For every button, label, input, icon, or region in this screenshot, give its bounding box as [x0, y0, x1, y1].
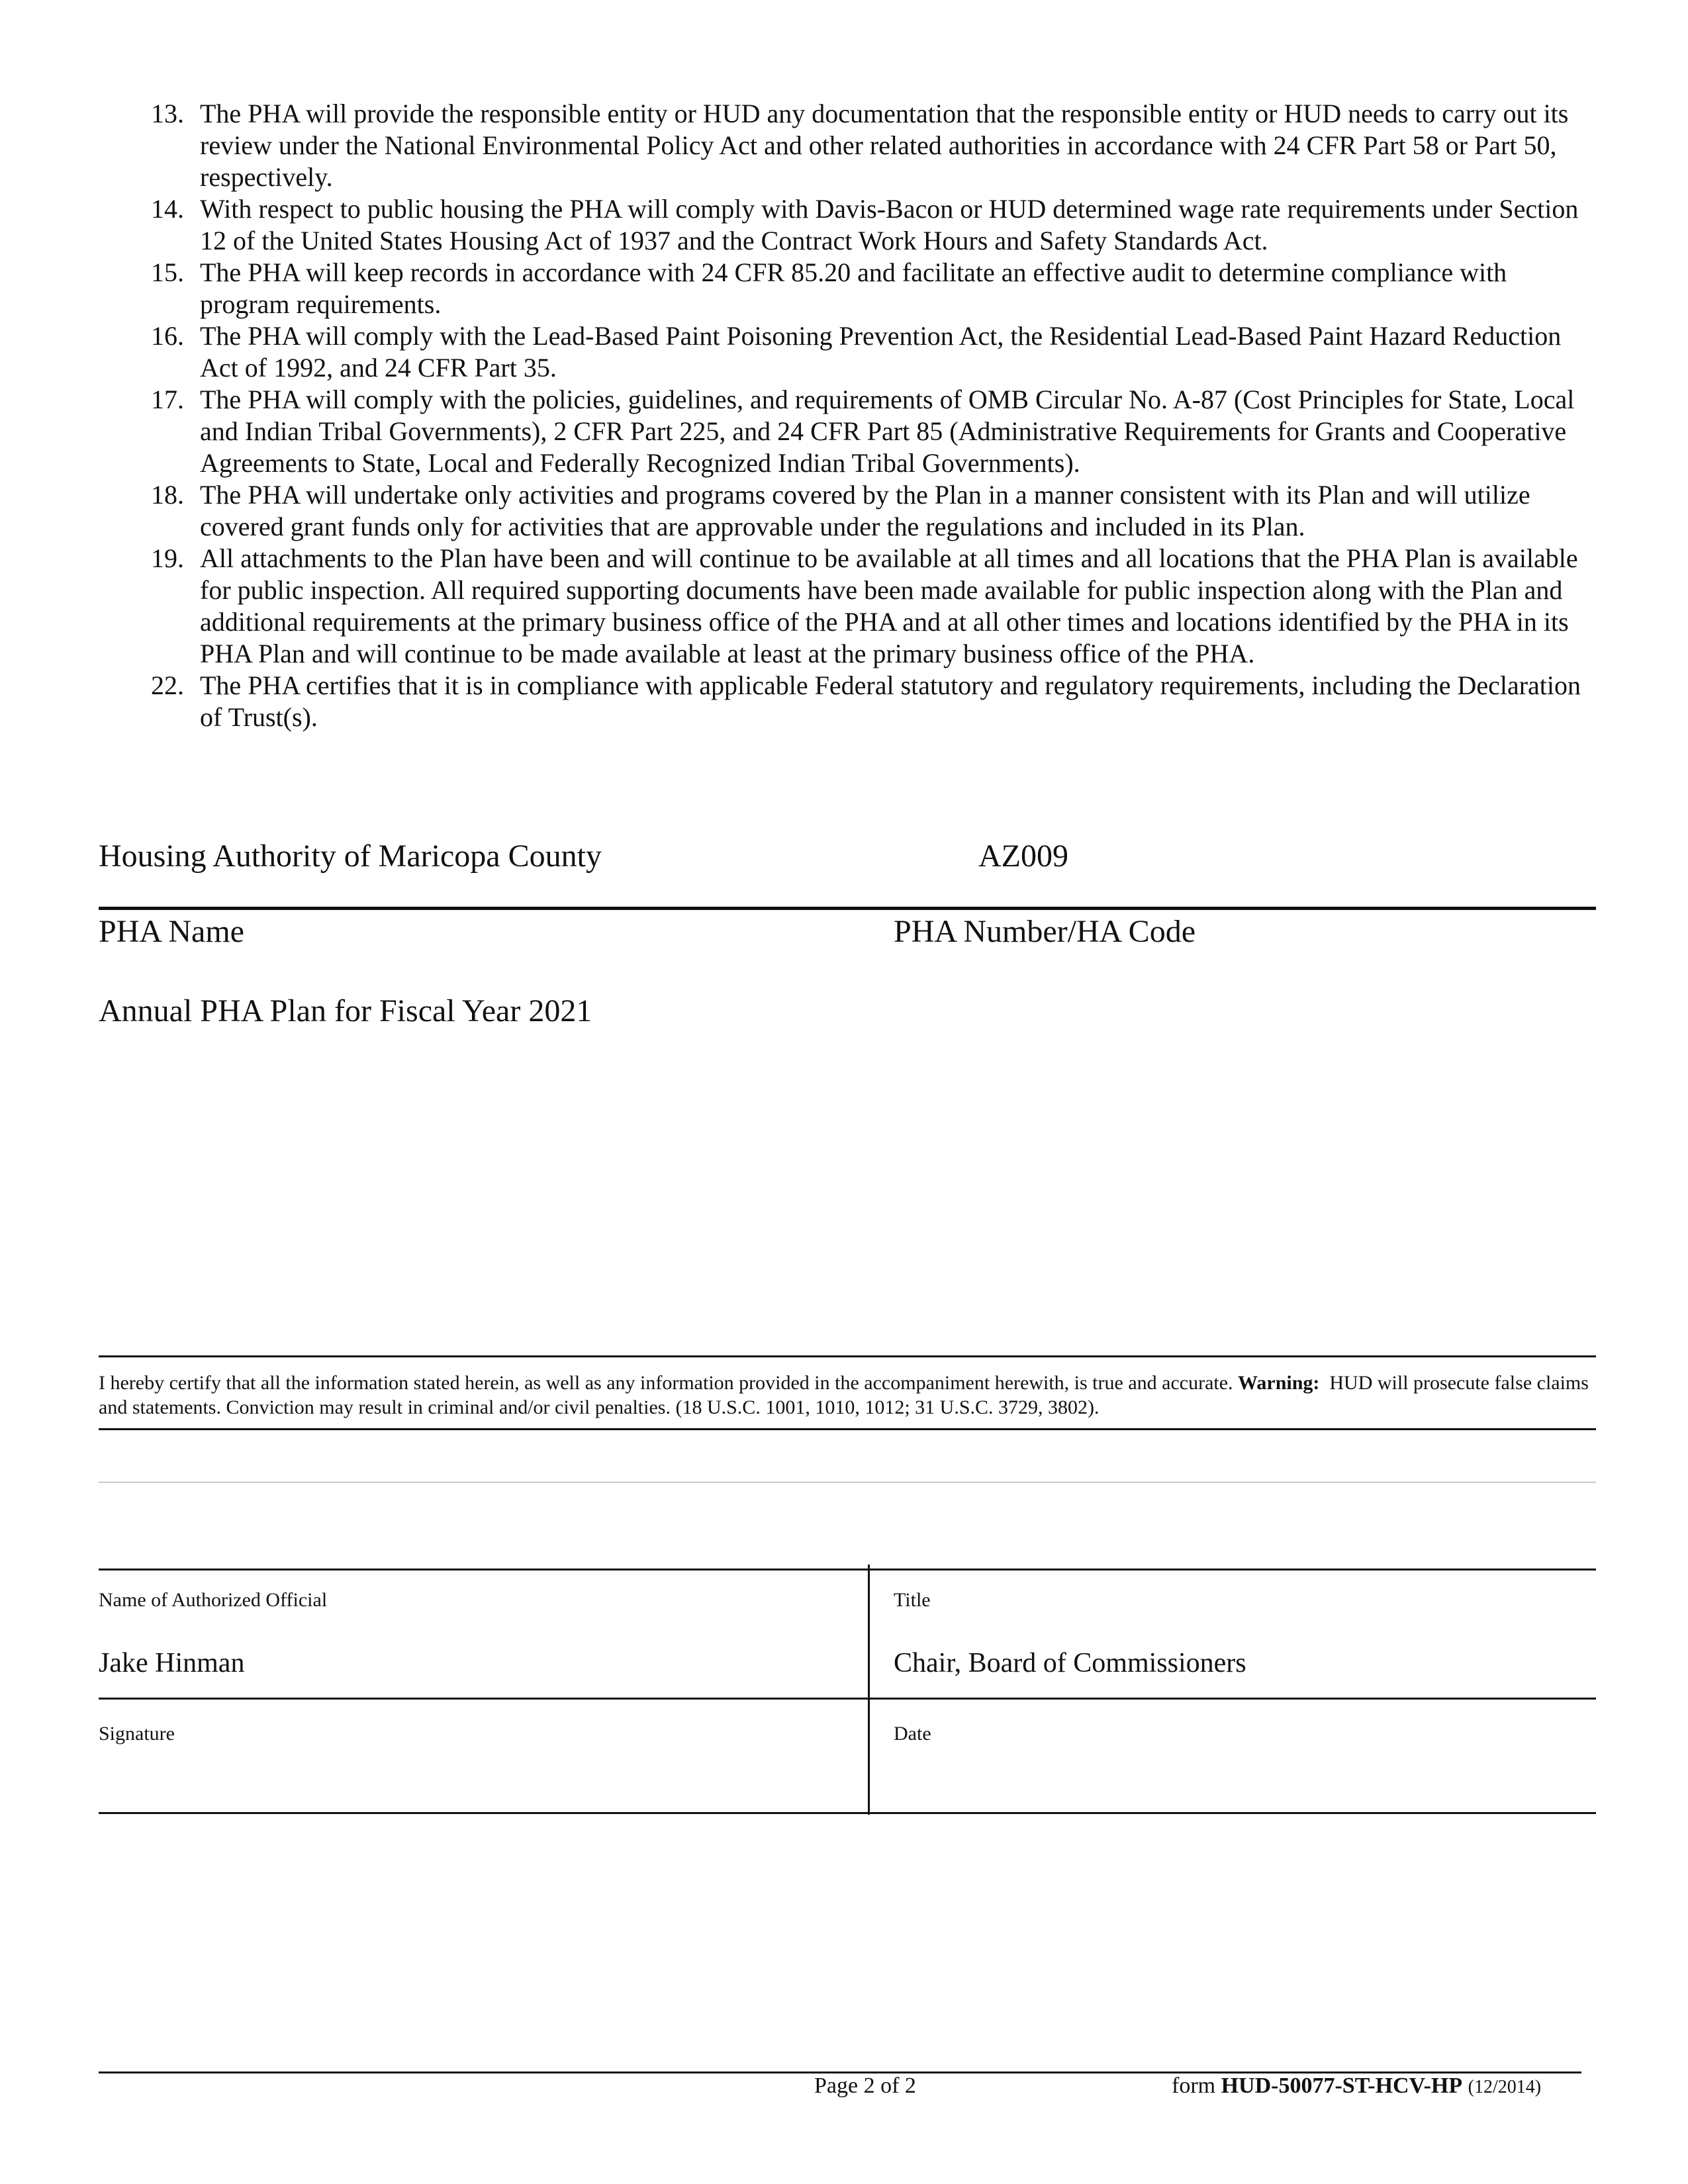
certification-number: 15.: [151, 257, 184, 287]
warning-label: Warning:: [1238, 1372, 1320, 1394]
table-top-rule: [99, 1569, 1596, 1570]
statement-bottom-rule: [99, 1428, 1596, 1430]
official-name-value: Jake Hinman: [99, 1648, 245, 1678]
certification-number: 18.: [151, 480, 184, 510]
plan-title: Annual PHA Plan for Fiscal Year 2021: [99, 993, 592, 1028]
certification-item: [151, 479, 1597, 543]
pha-name-value: Housing Authority of Maricopa County: [99, 839, 602, 874]
pha-name-label: PHA Name: [99, 914, 244, 949]
certification-number: 13.: [151, 99, 184, 128]
table-middle-rule: [99, 1698, 1596, 1700]
certification-text: The PHA will comply with the policies, guidelines, and requirements of OMB Circular No. A-87 (Cost Principles for State, Local and Indian Tribal Governments), 2 CFR Part 225, and 24 CFR Part 85 (Administrative Requirements for Grants and Cooperative Agreements to State, Local and Federally Recognized Indian Tribal Governments).: [200, 385, 1575, 478]
signature-label: Signature: [99, 1723, 175, 1745]
certification-number: 19.: [151, 543, 184, 573]
certification-text: The PHA certifies that it is in compliance with applicable Federal statutory and regulatory requirements, including the Declaration of Trust(s).: [200, 670, 1581, 732]
page-number: Page 2 of 2: [814, 2073, 916, 2098]
certification-text: The PHA will comply with the Lead-Based Paint Poisoning Prevention Act, the Residential Lead-Based Paint Hazard Reduction Act of 1992, and 24 CFR Part 35.: [200, 321, 1562, 383]
certification-number: 17.: [151, 385, 184, 414]
official-name-label: Name of Authorized Official: [99, 1589, 328, 1611]
certification-item: [151, 257, 1597, 320]
certification-text: I hereby certify that all the information stated herein, as well as any information provided in the accompaniment herewith, is true and accurate.: [99, 1372, 1233, 1394]
table-center-divider: [868, 1565, 870, 1815]
statement-top-rule: [99, 1355, 1596, 1357]
certification-number: 22.: [151, 670, 184, 700]
certification-text: With respect to public housing the PHA will comply with Davis-Bacon or HUD determined wage rate requirements under Section 12 of the United States Housing Act of 1937 and the Contract Work Hours and Safety Standards Act.: [200, 194, 1579, 255]
certification-text: All attachments to the Plan have been and will continue to be available at all times and all locations that the PHA Plan is available for public inspection. All required supporting documents have been made available for public inspection along with the Plan and additional requirements at the primary business office of the PHA and at all other times and locations identified by the PHA in its PHA Plan and will continue to be made available at least at the primary business office of the PHA.: [200, 543, 1578, 668]
certification-number: 16.: [151, 321, 184, 351]
certification-item: [151, 193, 1597, 257]
official-title-value: Chair, Board of Commissioners: [894, 1648, 1246, 1678]
form-id: [1172, 2073, 1541, 2101]
form-revision: (12/2014): [1468, 2077, 1542, 2097]
certification-item: [151, 384, 1597, 479]
certification-text: The PHA will provide the responsible entity or HUD any documentation that the responsible entity or HUD needs to carry out its review under the National Environmental Policy Act and other related authorities in accordance with 24 CFR Part 58 or Part 50, respectively.: [200, 99, 1569, 192]
certification-number: 14.: [151, 194, 184, 224]
certification-text: The PHA will undertake only activities and programs covered by the Plan in a manner consistent with its Plan and will utilize covered grant funds only for activities that are approvable under the regulations and included in its Plan.: [200, 480, 1530, 541]
certification-item: [151, 98, 1597, 193]
table-bottom-rule: [99, 1812, 1596, 1814]
official-title-label: Title: [894, 1589, 931, 1611]
certification-item: [151, 320, 1597, 384]
certification-statement: [99, 1371, 1595, 1420]
certification-item: [151, 543, 1597, 670]
pha-number-label: PHA Number/HA Code: [894, 914, 1196, 949]
certification-text: The PHA will keep records in accordance with 24 CFR 85.20 and facilitate an effective audit to determine compliance with program requirements.: [200, 257, 1507, 319]
pha-divider: [99, 907, 1596, 910]
pha-number-value: AZ009: [978, 839, 1068, 874]
certification-item: [151, 670, 1597, 733]
certification-list: [151, 98, 1597, 733]
form-number: HUD-50077-ST-HCV-HP: [1221, 2073, 1463, 2098]
warning-text: HUD will prosecute false claims and statements. Conviction may result in criminal and/or civil penalties. (18 U.S.C. 1001, 1010, 1012; 31 U.S.C. 3729, 3802).: [99, 1372, 1589, 1418]
date-label: Date: [894, 1723, 931, 1745]
form-prefix: form: [1172, 2073, 1216, 2098]
